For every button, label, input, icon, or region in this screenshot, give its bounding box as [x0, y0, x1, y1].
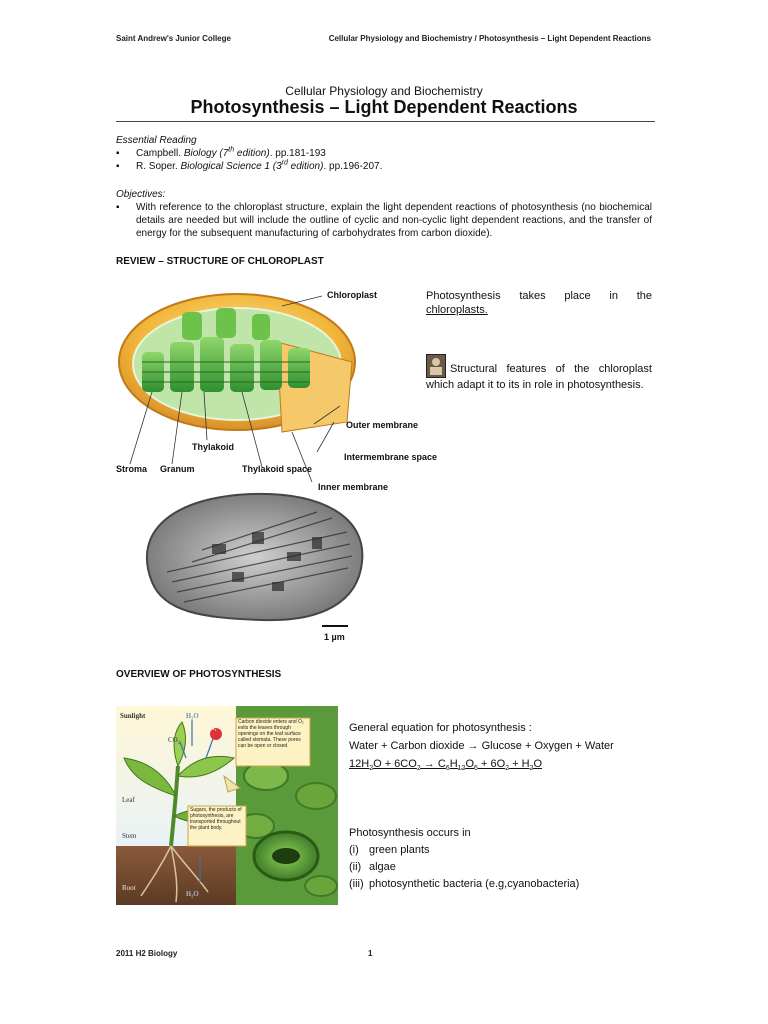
review-heading: REVIEW – STRUCTURE OF CHLOROPLAST	[116, 256, 324, 267]
bullet-icon: ▪	[116, 148, 120, 159]
objectives-heading: Objectives:	[116, 189, 166, 200]
label-chloroplast: Chloroplast	[327, 290, 378, 300]
label-h2o-top: H₂O	[186, 712, 199, 720]
equation-label: General equation for photosynthesis :	[349, 722, 532, 734]
overview-heading: OVERVIEW OF PHOTOSYNTHESIS	[116, 669, 282, 680]
label-leaf: Leaf	[122, 796, 135, 804]
thinker-icon	[426, 354, 446, 378]
chloroplast-figure	[112, 282, 438, 644]
electron-micrograph	[147, 494, 362, 620]
title-rule	[116, 121, 655, 122]
essential-reading	[116, 134, 656, 173]
occurs-label: Photosynthesis occurs in	[349, 827, 471, 839]
reading-item-1: ▪ Campbell. Biology (7th edition). pp.181-193	[116, 146, 326, 159]
list-item: (ii) algae	[349, 861, 396, 873]
reading-heading: Essential Reading	[116, 135, 197, 146]
label-h2o-bottom: H₂O	[186, 890, 199, 898]
bullet-icon: ▪	[116, 202, 120, 213]
label-stroma: Stroma	[116, 464, 148, 474]
label-co2: CO₂	[168, 736, 181, 744]
objectives-item: ▪ With reference to the chloroplast structure, explain the light dependent reactions of photosynthesis (no biochemical details are needed but will include the outline of cyclic and non-cyclic light dependent reactions, and the transfer of energy for the subsequent manufacturing of carbohydrates from carbon dioxide).	[116, 202, 652, 239]
plant-figure	[116, 706, 338, 905]
label-sunlight: Sunlight	[120, 712, 146, 720]
page-subject: Cellular Physiology and Biochemistry	[285, 84, 483, 98]
label-thylakoid-space: Thylakoid space	[242, 464, 313, 474]
review-para-2: Structural features of the chloroplast which adapt it to its in role in photosynthesis.	[426, 354, 652, 392]
header-left: Saint Andrew's Junior College	[116, 34, 231, 43]
callout-text-1: Carbon dioxide enters and O₂ exits the leaves through openings on the leaf surface called stomata. These pores can be open or closed.	[238, 719, 304, 749]
label-thylakoid: Thylakoid	[192, 442, 235, 452]
list-item: (i) green plants	[349, 844, 430, 856]
bullet-icon: ▪	[116, 161, 120, 172]
occurs-block	[349, 825, 659, 893]
label-root: Root	[122, 884, 136, 892]
label-stem: Stem	[122, 832, 137, 840]
chemical-equation: $12H_2O + 6CO_2 \to C_6H_{12}O_6 + 6O_2 + H_2O$	[349, 758, 542, 773]
equation-block	[349, 719, 659, 773]
reading-item-2: ▪ R. Soper. Biological Science 1 (3rd edition). pp.196-207.	[116, 159, 383, 172]
label-o2: O₂	[210, 726, 217, 732]
list-item: (iii) photosynthetic bacteria (e.g,cyanobacteria)	[349, 878, 580, 890]
callout-text-2: Sugars, the products of photosynthesis, are transported throughout the plant body.	[190, 807, 242, 831]
label-intermembrane: Intermembrane space	[344, 452, 438, 462]
label-inner-membrane: Inner membrane	[318, 482, 389, 492]
label-scale: 1 µm	[324, 632, 345, 642]
header-right: Cellular Physiology and Biochemistry / Photosynthesis – Light Dependent Reactions	[328, 34, 651, 43]
page-number: 1	[368, 949, 373, 958]
page-title: Photosynthesis – Light Dependent Reactions	[190, 97, 578, 117]
footer-left: 2011 H2 Biology	[116, 949, 178, 958]
objectives	[116, 188, 652, 240]
label-granum: Granum	[160, 464, 195, 474]
review-para-1: Photosynthesis takes place in the chloroplasts.	[426, 290, 652, 316]
word-equation: Water + Carbon dioxide → Glucose + Oxygen + Water	[349, 740, 614, 752]
label-outer-membrane: Outer membrane	[346, 420, 419, 430]
